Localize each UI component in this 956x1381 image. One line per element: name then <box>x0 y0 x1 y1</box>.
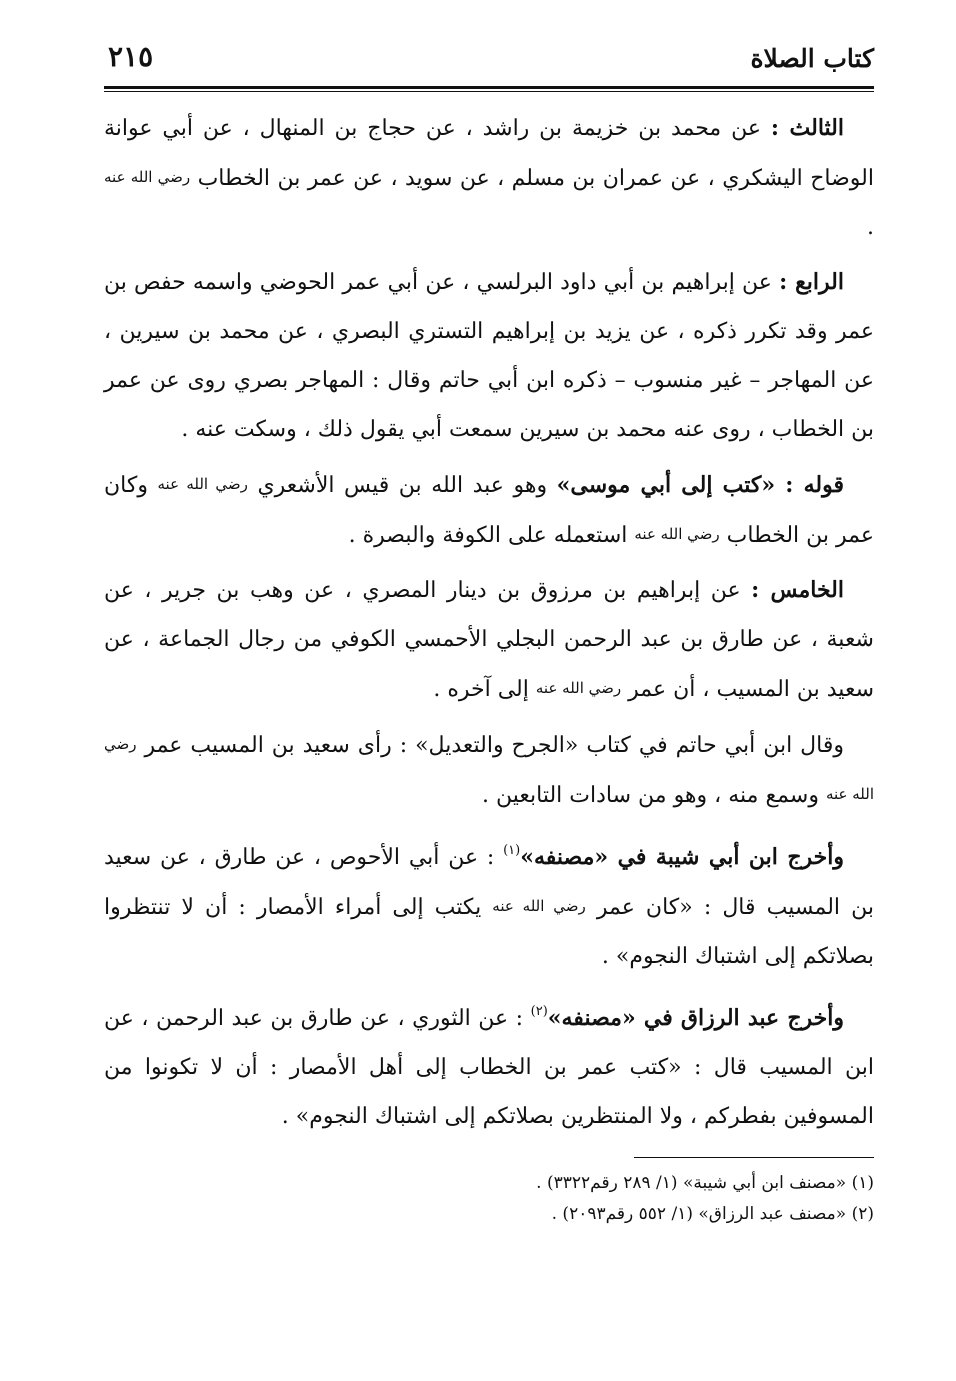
paragraph-lead: الثالث : <box>770 115 844 141</box>
paragraph-text: وسمع منه ، وهو من سادات التابعين . <box>482 783 819 808</box>
paragraph-ibn-abi-shayba <box>104 826 874 981</box>
paragraph-fourth-chain <box>104 258 874 454</box>
paragraph-lead: وأخرج ابن أبي شيبة في «مصنفه» <box>520 844 845 870</box>
paragraph-text: عن إبراهيم بن مرزوق بن دينار المصري ، عن وهب بن جرير ، عن شعبة ، عن طارق بن عبد الرحمن البجلي الأحمسي الكوفي من رجال الجماعة ، عن سعيد بن المسيب ، أن عمر <box>104 578 874 702</box>
footnote-2: (٢) «مصنف عبد الرزاق» (١/ ٥٥٢ رقم٢٠٩٣) . <box>551 1204 874 1224</box>
honorific-glyph: رضي الله عنه <box>535 679 622 697</box>
paragraph-commentary-abu-musa <box>104 460 874 560</box>
paragraph-text: عن إبراهيم بن أبي داود البرلسي ، عن أبي عمر الحوضي واسمه حفص بن عمر وقد تكرر ذكره ، عن يزيد بن إبراهيم التستري البصري ، عن محمد بن سيرين ، عن المهاجر – غير منسوب – ذكره ابن أبي حاتم وقال : المهاجر بصري روى عن عمر بن الخطاب ، روى عنه محمد بن سيرين سمعت أبي يقول ذلك ، وسكت عنه . <box>104 270 874 442</box>
paragraph-text: وكان عمر بن الخطاب <box>104 473 874 548</box>
footnote-reference: (١) <box>503 843 521 858</box>
paragraph-text: استعمله على الكوفة والبصرة . <box>348 523 628 548</box>
paragraph-text: : عن أبي الأحوص ، عن طارق ، عن سعيد بن المسيب قال : «كان عمر <box>104 845 874 920</box>
paragraph-abd-al-razzaq <box>104 987 874 1141</box>
honorific-glyph: رضي الله عنه <box>157 475 248 493</box>
paragraph-lead: الرابع : <box>779 269 845 295</box>
paragraph-lead: وأخرج عبد الرزاق في «مصنفه» <box>547 1005 844 1031</box>
footnote-separator <box>634 1157 874 1158</box>
paragraph-lead: قوله : «كتب إلى أبي موسى» <box>556 472 845 498</box>
paragraph-text: وقال ابن أبي حاتم في كتاب «الجرح والتعديل» : رأى سعيد بن المسيب عمر <box>144 733 844 758</box>
paragraph-lead: الخامس : <box>751 577 844 603</box>
paragraph-text: وهو عبد الله بن قيس الأشعري <box>257 473 548 498</box>
body-text <box>104 104 874 1141</box>
book-page <box>104 40 874 1340</box>
chapter-title: كتاب الصلاة <box>750 44 874 73</box>
honorific-glyph: رضي الله عنه <box>634 525 720 543</box>
footnote-1: (١) «مصنف ابن أبي شيبة» (١/ ٢٨٩ رقم٣٣٢٢) . <box>536 1173 874 1193</box>
honorific-glyph: رضي الله عنه <box>492 897 586 915</box>
honorific-glyph: رضي الله عنه <box>104 735 874 803</box>
paragraph-text: : عن الثوري ، عن طارق بن عبد الرحمن ، عن ابن المسيب قال : «كتب عمر بن الخطاب إلى أهل الأمصار : أن لا تكونوا من المسوفين بفطركم ، ولا المنتظرين بصلاتكم إلى اشتباك النجوم» . <box>104 1006 874 1129</box>
paragraph-text: عن محمد بن خزيمة بن راشد ، عن حجاج بن المنهال ، عن أبي عوانة الوضاح اليشكري ، عن عمران بن مسلم ، عن سويد ، عن عمر بن الخطاب <box>104 116 874 191</box>
header-rule <box>104 86 874 92</box>
paragraph-ibn-abi-hatim <box>104 720 874 820</box>
footnotes <box>104 1168 874 1230</box>
honorific-glyph: رضي الله عنه <box>104 168 191 186</box>
paragraph-text: إلى آخره . <box>433 677 529 702</box>
paragraph-end: . <box>867 215 874 240</box>
footnote-reference: (٢) <box>530 1004 548 1019</box>
paragraph-fifth-chain <box>104 566 874 714</box>
running-header <box>104 40 874 82</box>
paragraph-text: يكتب إلى أمراء الأمصار : أن لا تنتظروا بصلاتكم إلى اشتباك النجوم» . <box>104 895 874 969</box>
paragraph-third-chain <box>104 104 874 252</box>
page-number: ٢١٥ <box>108 40 154 73</box>
